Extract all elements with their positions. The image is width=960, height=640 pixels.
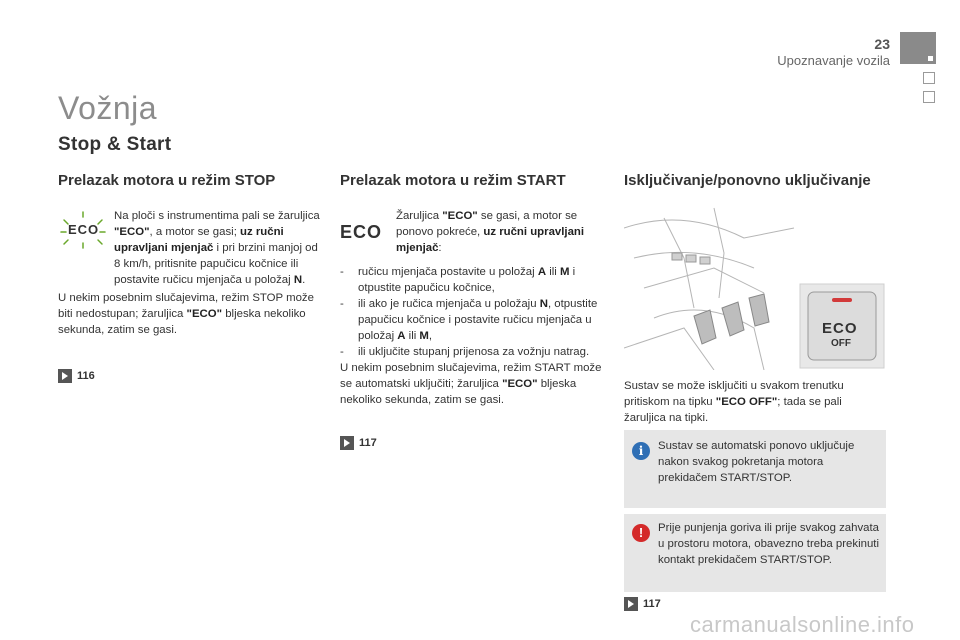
- text-run: ; tada se pali žaruljica na tipki.: [624, 396, 842, 424]
- chapter-marker: [900, 32, 936, 64]
- text-run: U nekim posebnim slučajevima, režim START može se automatski uključiti; žaruljica: [340, 362, 602, 390]
- text-bold: A: [537, 266, 547, 278]
- warning-note: [624, 514, 886, 592]
- eco-light-icon: [58, 208, 108, 252]
- text-bold: A: [397, 330, 406, 342]
- text-run: ili: [405, 330, 420, 342]
- text-bold: "ECO": [442, 210, 478, 222]
- start-list-block: [340, 264, 606, 408]
- text-bold: "ECO OFF": [715, 396, 778, 408]
- warning-text: Prije punjenja goriva ili prije svakog zahvata u prostoru motora, obavezno treba prekinuti kontakt prekidačem START/STOP.: [658, 522, 879, 566]
- page-title: Vožnja: [58, 90, 158, 126]
- toggle-paragraph: [624, 378, 886, 426]
- text-bold: "ECO": [114, 226, 150, 238]
- page-ref-number: 116: [77, 370, 95, 382]
- list-item: [340, 296, 606, 344]
- text-run: Sustav se može isključiti u svakom trenutku pritiskom na tipku: [624, 380, 844, 408]
- column-toggle: [624, 172, 894, 189]
- info-note: [624, 430, 886, 508]
- text-bold: M: [419, 330, 429, 342]
- page-ref-start[interactable]: [340, 436, 377, 450]
- tab-square-2: [923, 91, 935, 103]
- text-bold: "ECO": [502, 378, 538, 390]
- text-bold: uz ručni upravljani mjenjač: [396, 226, 585, 254]
- list-item: [340, 264, 606, 296]
- page-ref-icon: [340, 436, 354, 450]
- page-ref-number: 117: [359, 437, 377, 449]
- eco-off-indicator: [832, 298, 852, 302]
- column-start: [340, 172, 610, 189]
- start-paragraph-2: [340, 360, 606, 408]
- page-ref-toggle[interactable]: [624, 597, 661, 611]
- chapter-marker-dot: [928, 56, 933, 61]
- eco-off-light-icon: ECO: [340, 222, 383, 242]
- text-bold: "ECO": [186, 308, 223, 320]
- text-bold: M: [559, 266, 570, 278]
- start-conditions-list: [340, 264, 606, 360]
- text-run: bljeska nekoliko sekunda, zatim se gasi.: [58, 308, 306, 336]
- eco-label: ECO: [68, 222, 100, 237]
- page-ref-number: 117: [643, 598, 661, 610]
- info-icon: i: [632, 442, 650, 460]
- text-run: U nekim posebnim slučajevima, režim STOP može biti nedostupan; žaruljica: [58, 292, 314, 320]
- eco-off-button-eco: ECO: [822, 320, 858, 337]
- text-run: Na ploči s instrumentima pali se žaruljica: [114, 210, 320, 222]
- text-bold: uz ručni upravljani mjenjač: [114, 226, 284, 254]
- section-title: Stop & Start: [58, 134, 172, 155]
- text-run: , otpustite papučicu kočnice i postavite ručicu mjenjača u položaj: [358, 298, 598, 342]
- stop-paragraph-2: [58, 290, 322, 338]
- text-run: ručicu mjenjača postavite u položaj: [358, 266, 538, 278]
- text-run: ili ako je ručica mjenjača u položaju: [358, 298, 540, 310]
- text-run: ,: [428, 330, 433, 342]
- list-item: [340, 344, 606, 360]
- page-number: 23: [874, 36, 890, 52]
- text-bold: N: [539, 298, 548, 310]
- start-heading: Prelazak motora u režim START: [340, 172, 566, 189]
- text-run: .: [302, 274, 306, 286]
- text-run: i pri brzini manjoj od 8 km/h, pritisnite papučicu kočnice ili postavite ručicu mjenjača u položaj: [114, 242, 318, 286]
- page-ref-stop[interactable]: [58, 369, 95, 383]
- text-run: se gasi, a motor se ponovo pokreće,: [396, 210, 578, 238]
- text-run: :: [438, 242, 442, 254]
- info-text: Sustav se automatski ponovo uključuje nakon svakog pokretanja motora prekidačem START/STOP.: [658, 440, 855, 484]
- dashboard-illustration: [624, 198, 886, 370]
- column-stop: [58, 172, 320, 189]
- chapter-title: Upoznavanje vozila: [777, 53, 890, 68]
- text-run: bljeska nekoliko sekunda, zatim se gasi.: [340, 378, 577, 406]
- warning-icon: !: [632, 524, 650, 542]
- text-bold: N: [293, 274, 303, 286]
- text-run: i otpustite papučicu kočnice,: [358, 266, 576, 294]
- stop-paragraph-head: [114, 208, 322, 288]
- toggle-heading: Isključivanje/ponovno uključivanje: [624, 172, 871, 189]
- watermark-text: carmanualsonline.info: [690, 612, 915, 637]
- text-run: Žaruljica: [396, 210, 443, 222]
- tab-square-1: [923, 72, 935, 84]
- text-run: , a motor se gasi;: [149, 226, 241, 238]
- text-run: ili: [546, 266, 560, 278]
- start-intro: [396, 208, 602, 256]
- text-run: ili uključite stupanj prijenosa za vožnju natrag.: [358, 346, 590, 358]
- page-ref-icon: [58, 369, 72, 383]
- eco-off-button-off: OFF: [831, 338, 851, 349]
- page-ref-icon: [624, 597, 638, 611]
- stop-heading: Prelazak motora u režim STOP: [58, 172, 276, 189]
